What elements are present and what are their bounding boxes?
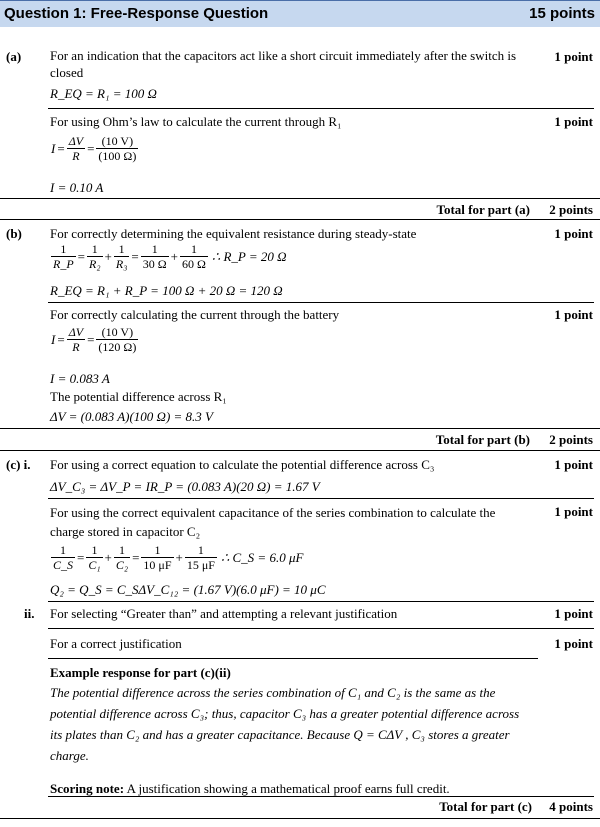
fraction-denominator: R₂ <box>89 257 101 271</box>
part-b-ohms-law-equation: I = $\frac{\Delta V}{R}$ = $\frac{(10 V)}{(120 \Omega)}$ <box>51 325 137 354</box>
fraction-numerator: 1 <box>114 544 130 558</box>
fraction-denominator: C_S <box>53 558 74 572</box>
fraction-denominator: R <box>72 149 80 163</box>
part-b-pd-equation: ΔV = (0.083 A)(100 Ω) = 8.3 V <box>50 409 213 424</box>
part-b-label: (b) <box>6 226 22 241</box>
fraction-numerator: 1 <box>87 243 103 257</box>
part-a-criterion-1-text: For an indication that the capacitors act like a short circuit immediately after the switch is closed <box>50 48 517 80</box>
fraction-numerator: 1 <box>185 544 217 558</box>
part-a-current-result: I = 0.10 A <box>50 180 104 195</box>
divider <box>48 658 538 659</box>
question-title: Question 1: Free-Response Question <box>4 5 269 22</box>
divider <box>48 601 594 602</box>
fraction-numerator: (10 V) <box>96 135 138 149</box>
part-a-ohms-law-equation: I = $\frac{\Delta V}{R}$ = $\frac{(10 V)}{(100 \Omega)}$ <box>51 134 137 163</box>
divider <box>0 428 600 429</box>
part-c-pd-equation: ΔV_C₃ = ΔV_P = IR_P = (0.083 A)(20 Ω) = 1.67 V <box>50 479 320 494</box>
example-response-title: Example response for part (c)(ii) <box>50 665 231 680</box>
fraction-numerator: ΔV <box>68 325 84 339</box>
fraction-denominator: R <box>72 340 80 354</box>
part-b-criterion-1-points: 1 point <box>554 226 593 241</box>
divider <box>0 219 600 220</box>
part-c-criterion-1-points: 1 point <box>554 457 593 472</box>
part-b-req-equation: R_EQ = R₁ + R_P = 100 Ω + 20 Ω = 120 Ω <box>50 283 283 298</box>
question-total-points: 15 points <box>529 5 595 22</box>
fraction-numerator: 1 <box>51 243 76 257</box>
fraction-denominator: R_P <box>53 257 74 271</box>
part-b-current-result: I = 0.083 A <box>50 371 110 386</box>
part-a-criterion-2-points: 1 point <box>554 114 593 129</box>
part-c-total-label: Total for part (c) <box>439 799 532 814</box>
part-b-pd-text: The potential difference across R₁ <box>50 389 227 404</box>
fraction-denominator: (120 Ω) <box>98 340 137 354</box>
part-c-criterion-2-text: For using the correct equivalent capacitance of the series combination to calculate the charge stored in capacitor C₂ <box>50 505 496 539</box>
divider <box>48 796 594 797</box>
fraction-denominator: 60 Ω <box>182 257 206 271</box>
fraction-numerator: 1 <box>141 243 169 257</box>
example-response-text: The potential difference across the series combination of C₁ and C₂ is the same as the potential difference across C₃; thus, capacitor C₃ has a greater potential difference across its plates than C₂ and has a greater capacitance. Because Q = CΔV , C₃ stores a greater charge. <box>50 685 520 763</box>
part-a-label: (a) <box>6 49 22 64</box>
part-a-total-points: 2 points <box>549 202 593 217</box>
divider <box>0 450 600 451</box>
part-b-total-points: 2 points <box>549 432 593 447</box>
part-b-criterion-2-text: For correctly calculating the current through the battery <box>50 307 340 322</box>
part-c-series-capacitance-equation: $\frac{1}{C\_S}$ = $\frac{1}{\text{C₁}}$ + $\frac{1}{\text{C₂}}$ = $\frac{1}{10 \mu F}$ + $\frac{1}{15 \mu F}$ ∴ C_S = 6.0 μF <box>53 543 304 572</box>
part-b-parallel-resistance-equation: $\frac{1}{R\_P}$ = $\frac{1}{\text{R₂}}$ + $\frac{1}{\text{R₃}}$ = $\frac{1}{30 \Omega}$ + $\frac{1}{60 \Omega}$ ∴ R_P = 20 Ω <box>53 242 287 271</box>
divider <box>48 108 594 109</box>
part-a-criterion-1-points: 1 point <box>554 49 593 64</box>
fraction-numerator: 1 <box>51 544 75 558</box>
divider <box>48 302 594 303</box>
equation-conclusion: ∴ R_P = 20 Ω <box>211 248 287 264</box>
part-c-charge-equation: Q₂ = Q_S = C_SΔV_C₁₂ = (1.67 V)(6.0 μF) = 10 μC <box>50 582 326 597</box>
fraction-numerator: 1 <box>114 243 130 257</box>
part-c-criterion-3-points: 1 point <box>554 606 593 621</box>
part-a-req-equation: R_EQ = R₁ = 100 Ω <box>50 86 157 101</box>
part-b-criterion-1-text: For correctly determining the equivalent resistance during steady-state <box>50 226 417 241</box>
part-b-total-label: Total for part (b) <box>435 432 530 447</box>
fraction-numerator: (10 V) <box>96 326 138 340</box>
equation-conclusion: ∴ C_S = 6.0 μF <box>220 549 304 565</box>
part-a-criterion-2-text: For using Ohm’s law to calculate the current through R₁ <box>50 114 342 129</box>
fraction-denominator: C₂ <box>115 558 129 572</box>
fraction-numerator: 1 <box>86 544 102 558</box>
part-c-criterion-4-text: For a correct justification <box>50 636 182 651</box>
part-b-criterion-2-points: 1 point <box>554 307 593 322</box>
divider <box>48 498 594 499</box>
question-header <box>0 0 600 27</box>
fraction-denominator: 10 μF <box>143 558 172 572</box>
divider <box>0 198 600 199</box>
scoring-note <box>50 781 450 797</box>
scoring-note-text: A justification showing a mathematical proof earns full credit. <box>126 781 450 796</box>
part-c-label: (c) i. <box>6 457 31 472</box>
divider <box>0 818 600 819</box>
fraction-denominator: (100 Ω) <box>98 149 137 163</box>
part-c-total-points: 4 points <box>549 799 593 814</box>
fraction-denominator: R₃ <box>115 257 128 271</box>
fraction-denominator: 15 μF <box>186 558 215 572</box>
fraction-numerator: ΔV <box>68 134 84 148</box>
part-c-criterion-4-points: 1 point <box>554 636 593 651</box>
part-c-ii-label: ii. <box>24 606 35 621</box>
fraction-numerator: 1 <box>141 544 173 558</box>
fraction-denominator: C₁ <box>88 558 101 572</box>
fraction-numerator: 1 <box>180 243 208 257</box>
scoring-note-label: Scoring note: <box>50 781 125 796</box>
part-c-criterion-1-text: For using a correct equation to calculate the potential difference across C₃ <box>50 457 435 472</box>
part-c-criterion-3-text: For selecting “Greater than” and attempting a relevant justification <box>50 606 398 621</box>
divider <box>48 628 594 629</box>
part-a-total-label: Total for part (a) <box>436 202 530 217</box>
part-c-criterion-2-points: 1 point <box>554 504 593 519</box>
fraction-denominator: 30 Ω <box>142 257 167 271</box>
